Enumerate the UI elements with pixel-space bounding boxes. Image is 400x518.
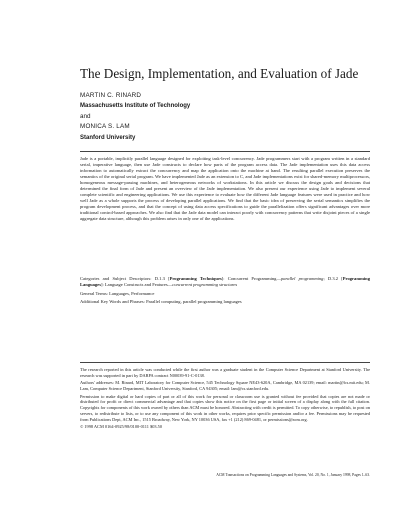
footnote-rule xyxy=(80,362,370,363)
author-affiliation: Massachusetts Institute of Technology xyxy=(80,103,191,110)
author-addresses: Authors' addresses: M. Rinard, MIT Laboratory for Computer Science, 545 Technology Square NE43-620A, Cambridge, MA 02139; email: martin@lcs.mit.edu; M. Lam, Computer Science Department, Stanford University, Stanford, CA 94305; email: lam@cs.stanford.edu. xyxy=(80,380,370,392)
author-name: MARTIN C. RINARD xyxy=(80,92,142,99)
categories-descriptors: Categories and Subject Descriptors: D.1.3 [Programming Techniques]: Concurrent Programming—parallel programming; D.3.2 [Programming Languages]: Language Constructs and Features—concurrent programming structures xyxy=(80,276,370,288)
general-terms: General Terms: Languages, Performance xyxy=(80,290,155,296)
copyright-line: © 1998 ACM 0164-0925/98/0100-0111 $03.50 xyxy=(80,424,163,430)
paper-title: The Design, Implementation, and Evaluation of Jade xyxy=(80,66,359,81)
journal-footer: ACM Transactions on Programming Languages and Systems, Vol. 20, No. 1, January 1998, Pages 1–63. xyxy=(216,473,370,477)
abstract: Jade is a portable, implicitly parallel language designed for exploiting task-level concurrency. Jade programmers start with a program written in a standard serial, imperative language, then use Jade constructs to declare how parts of the program access data. The Jade implementation uses this data access information to automatically extract the concurrency and map the application onto the machine at hand. The resulting parallel execution preserves the semantics of the original serial program. We have implemented Jade as an extension to C, and Jade implementations exist for shared-memory multiprocessors, homogeneous message-passing machines, and heterogeneous networks of workstations. In this article we discuss the design goals and decisions that determined the final form of Jade and present an overview of the Jade implementation. We also present our experience using Jade to implement several complete scientific and engineering applications. We use this experience to evaluate how the different Jade language features were used in practice and how well Jade as a whole supports the process of developing parallel applications. We find that the basic idea of preserving the serial semantics simplifies the program development process, and that the concept of using data access specifications to guide the parallelization offers significant advantages over more traditional control-based approaches. We also find that the Jade data model can interact poorly with concurrency patterns that write disjoint pieces of a single aggregate data structure, although this problem arises in only one of the applications. xyxy=(80,156,370,222)
author-affiliation: Stanford University xyxy=(80,134,136,141)
funding-note: The research reported in this article was conducted while the first author was a graduate student in the Computer Science Department at Stanford University. The research was supported in part by DARPA contract N00039-91-C-0138. xyxy=(80,367,370,378)
classification-block xyxy=(80,276,370,308)
author-block xyxy=(80,91,380,143)
separator-rule xyxy=(80,151,370,152)
footnotes xyxy=(80,367,370,432)
permission-notice: Permission to make digital or hard copies of part or all of this work for personal or classroom use is granted without fee provided that copies are not made or distributed for profit or direct commercial advantage and that copies show this notice on the first page or initial screen of a display along with the full citation. Copyrights for components of this work owned by others than ACM must be honored. Abstracting with credit is permitted. To copy otherwise, to republish, to post on servers, to redistribute to lists, or to use any component of this work in other works, requires prior specific permission and/or a fee. Permissions may be requested from Publications Dept, ACM Inc., 1515 Broadway, New York, NY 10036 USA, fax +1 (212) 869-0481, or permissions@acm.org. xyxy=(80,393,370,422)
key-words: Additional Key Words and Phrases: Parallel computing, parallel programming languages xyxy=(80,299,242,305)
author-name: MONICA S. LAM xyxy=(80,123,130,131)
author-conjunction: and xyxy=(80,112,91,120)
